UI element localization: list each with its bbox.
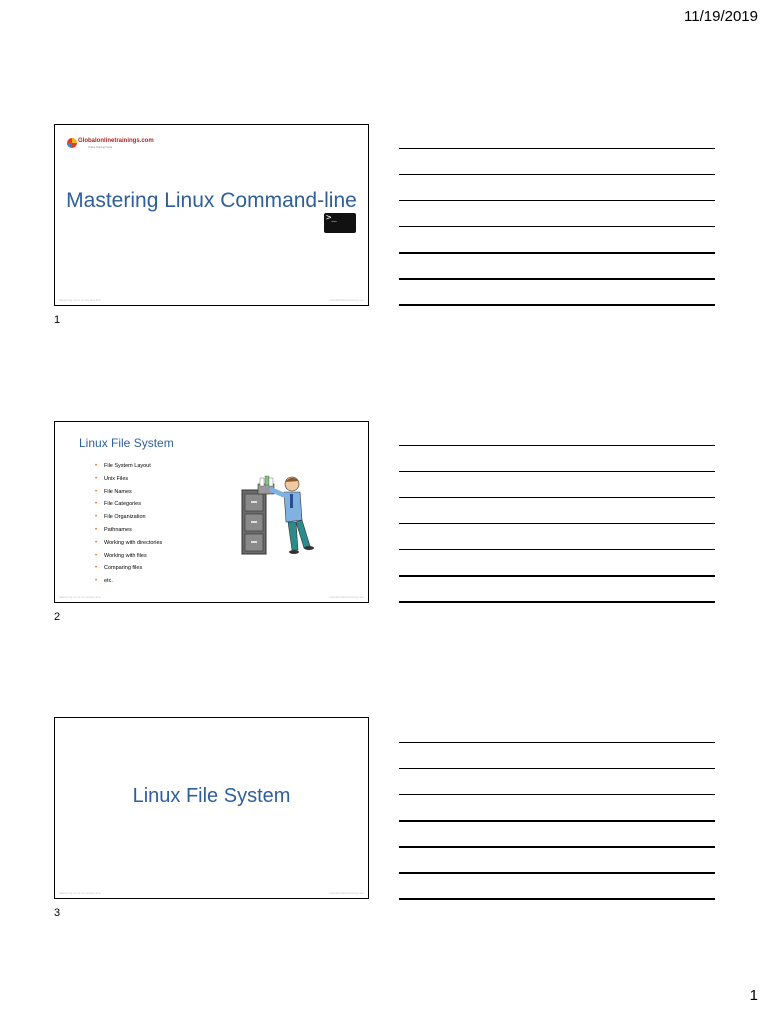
note-line: [399, 872, 715, 874]
slide-footer-right: GlobalOnlineTraining.com: [329, 298, 364, 302]
note-line: [399, 549, 715, 550]
slide-number: 1: [54, 314, 61, 326]
slide-thumbnail-2: [54, 421, 369, 603]
slide-footer-left: Mastering Linux Command-line: [59, 891, 101, 895]
note-line: [399, 200, 715, 201]
note-line: [399, 252, 715, 254]
page-date: 11/19/2019: [684, 8, 758, 25]
filing-cabinet-clipart: [238, 472, 318, 562]
bullet-item: • Pathnames: [95, 526, 132, 533]
note-line: [399, 768, 715, 769]
slide-title: Linux File System: [132, 785, 291, 807]
brand-logo: [66, 136, 154, 156]
bullet-item: • File Names: [95, 488, 132, 495]
bullet-item: • File Categories: [95, 501, 141, 508]
page-number: 1: [749, 987, 758, 1004]
note-line: [399, 575, 715, 577]
slide-title: Mastering Linux Command-line: [66, 189, 357, 212]
note-line: [399, 601, 715, 603]
slide-title: Linux File System: [79, 436, 174, 450]
slide-footer-left: Mastering Linux Command-line: [59, 595, 101, 599]
bullet-item: • File System Layout: [95, 463, 151, 469]
note-line: [399, 846, 715, 848]
bullet-item: • File Organization: [95, 514, 146, 521]
slide-thumbnail-1: [54, 124, 369, 306]
bullet-list: [95, 462, 162, 590]
note-line: [399, 226, 715, 227]
bullet-item: • etc.: [95, 578, 113, 585]
slide-footer-right: GlobalOnlineTraining.com: [329, 891, 364, 895]
note-line: [399, 445, 715, 446]
slide-number: 3: [54, 907, 61, 919]
slide-thumbnail-3: [54, 717, 369, 899]
bullet-item: • Unix Files: [95, 475, 129, 482]
note-line: [399, 820, 715, 822]
globe-icon: [66, 136, 78, 150]
note-line: [399, 742, 715, 743]
slide-footer-left: Mastering Linux Command-line: [59, 298, 101, 302]
note-line: [399, 278, 715, 280]
bullet-item: • Working with files: [95, 552, 147, 559]
terminal-icon: >_: [324, 213, 356, 233]
logo-text: Globalonlinetrainings.com: [78, 138, 154, 144]
note-line: [399, 497, 715, 498]
note-line: [399, 794, 715, 795]
slide-footer-right: GlobalOnlineTraining.com: [329, 595, 364, 599]
note-line: [399, 174, 715, 175]
note-line: [399, 304, 715, 306]
slide-number: 2: [54, 611, 61, 623]
logo-tagline: Online Training Portal: [88, 146, 113, 149]
note-line: [399, 471, 715, 472]
note-line: [399, 523, 715, 524]
bullet-item: • Comparing files: [95, 565, 143, 572]
note-line: [399, 148, 715, 149]
bullet-item: • Working with directories: [95, 539, 163, 546]
note-line: [399, 898, 715, 900]
